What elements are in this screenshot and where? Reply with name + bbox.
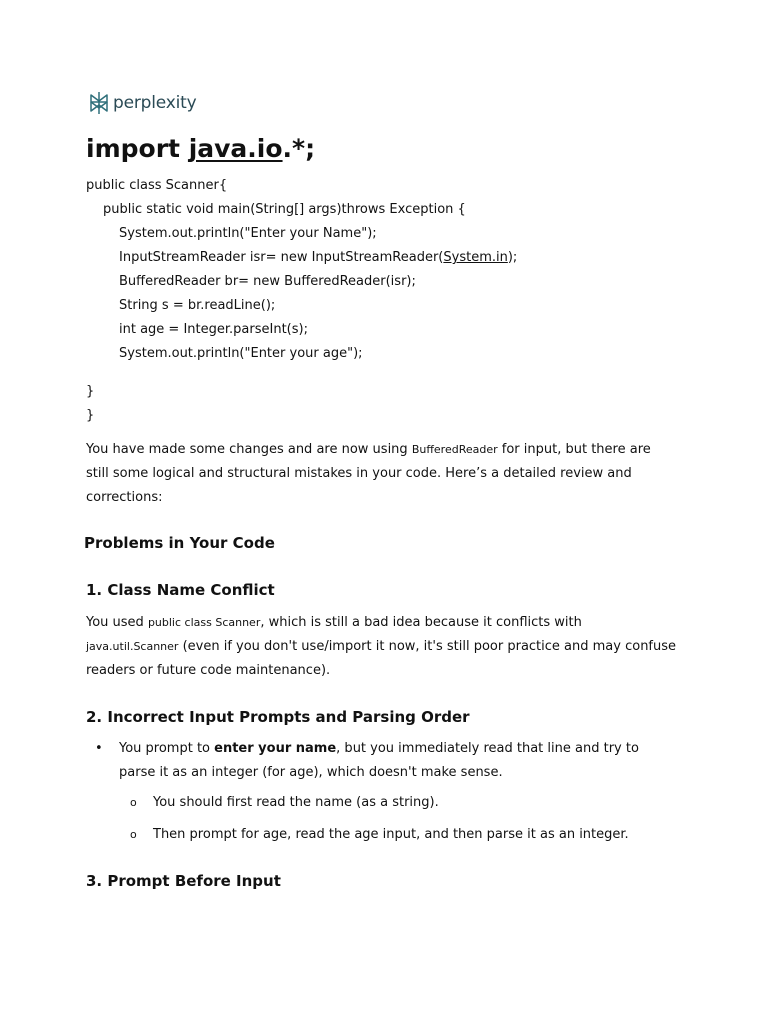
section-3-heading: 3. Prompt Before Input — [86, 872, 281, 890]
bullet-marker: • — [95, 741, 103, 756]
page-title — [86, 131, 315, 167]
title-link[interactable]: java.io — [188, 134, 283, 163]
code-line: } — [86, 384, 95, 399]
section-text: You used — [86, 615, 148, 630]
inline-code: java.util.Scanner — [86, 640, 179, 653]
section-1-paragraph — [86, 611, 676, 683]
code-line: public class Scanner{ — [86, 178, 228, 193]
intro-text: for input, but there are still some logical and structural mistakes in your code. Here’s a detailed review and corrections: — [86, 442, 651, 505]
section-1-heading: 1. Class Name Conflict — [86, 581, 275, 599]
code-link[interactable]: System.in — [443, 250, 508, 265]
sub-list-item: Then prompt for age, read the age input, and then parse it as an integer. — [153, 827, 629, 842]
code-line: public static void main(String[] args)throws Exception { — [103, 202, 466, 217]
inline-code: BufferedReader — [411, 443, 498, 456]
sub-bullet-marker: o — [130, 828, 137, 841]
code-line: String s = br.readLine(); — [119, 298, 276, 313]
sub-bullet-marker: o — [130, 796, 137, 809]
logo-text: perplexity — [113, 93, 197, 113]
perplexity-logo — [89, 90, 196, 116]
section-text: (even if you don't use/import it now, it's still poor practice and may confuse readers or future code maintenance). — [86, 639, 677, 678]
intro-text: You have made some changes and are now using — [86, 442, 412, 457]
list-item — [119, 737, 669, 785]
title-suffix: .*; — [282, 134, 316, 163]
list-item-text: , but you immediately read that line and try to parse it as an integer (for age), which doesn't make sense. — [119, 741, 639, 780]
code-text: ); — [507, 250, 518, 265]
list-item-bold: enter your name — [214, 741, 337, 756]
section-2-heading: 2. Incorrect Input Prompts and Parsing Order — [86, 708, 470, 726]
sub-list-item: You should first read the name (as a string). — [153, 795, 439, 810]
code-line: } — [86, 408, 95, 423]
code-line — [86, 246, 517, 270]
inline-code: public class Scanner — [147, 616, 261, 629]
list-item-text: You prompt to — [119, 741, 215, 756]
title-prefix: import — [86, 134, 189, 163]
code-line: System.out.println("Enter your Name"); — [119, 226, 377, 241]
code-line: int age = Integer.parseInt(s); — [119, 322, 308, 337]
code-block — [86, 174, 517, 428]
intro-paragraph — [86, 438, 676, 510]
code-line: BufferedReader br= new BufferedReader(isr); — [119, 274, 416, 289]
perplexity-logo-icon — [89, 91, 109, 115]
code-line: System.out.println("Enter your age"); — [119, 346, 363, 361]
code-gap — [86, 366, 517, 380]
code-text: InputStreamReader isr= new InputStreamReader( — [119, 250, 444, 265]
problems-heading: Problems in Your Code — [84, 534, 275, 552]
section-text: , which is still a bad idea because it conflicts with — [260, 615, 582, 630]
